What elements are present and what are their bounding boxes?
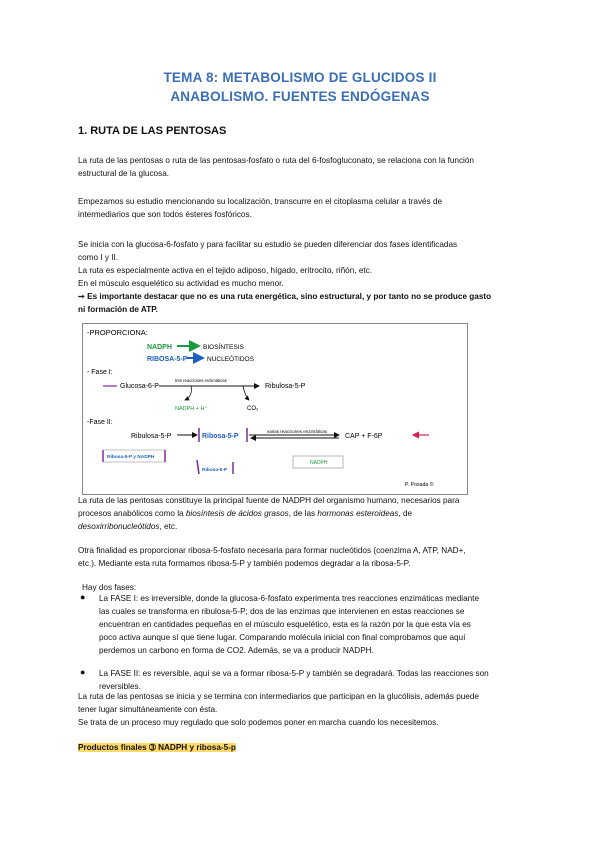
b2-line: La FASE II: es reversible, aquí se va a formar ribosa-5-P y también se degradará. Todas las reacciones son: [99, 669, 489, 678]
phases-intro: Hay dos fases:: [82, 583, 137, 592]
p3-line-bold: ➞ Es importante destacar que no es una ruta energética, sino estructural, y por tanto no se produce gasto: [78, 292, 492, 301]
paragraph-6: [78, 690, 530, 729]
p3-line: La ruta es especialmente activa en el tejido adiposo, hígado, eritrocito, riñón, etc.: [78, 266, 373, 275]
p4-line: La ruta de las pentosas constituye la principal fuente de NADPH del organismo humano, necesarios para: [78, 496, 460, 505]
paragraph-3: [78, 238, 530, 316]
p6-line: Se trata de un proceso muy regulado que solo podemos poner en marcha cuando los necesitemos.: [78, 718, 439, 727]
co2-branch-arrow: [243, 386, 249, 400]
p4-text: , de las: [288, 509, 318, 518]
author-label: P. Posada ©: [405, 482, 434, 488]
fase2-label: -Fase II:: [87, 419, 113, 426]
p3-line: como I y II.: [78, 253, 119, 262]
diagram-svg: [83, 324, 467, 494]
box2-label: Ribosa-5-P: [202, 468, 228, 473]
p2-line: intermediarios que son todos ésteres fosfóricos.: [78, 210, 252, 219]
nadph-branch-arrow: [185, 386, 191, 400]
paragraph-5: [78, 544, 530, 570]
p1-line: estructural de la glucosa.: [78, 169, 170, 178]
cap-f6p-label: CAP + F-6P: [345, 433, 383, 440]
b1-line: perdemos un carbono en forma de CO2. Además, se va a producir NADPH.: [99, 646, 374, 655]
doc-title-line2: ANABOLISMO. FUENTES ENDÓGENAS: [170, 89, 430, 104]
p5-line: Otra finalidad es proporcionar ribosa-5-fosfato necesaria para formar nucleótidos (coenzima A, ATP, NAD+,: [78, 546, 466, 555]
b1-line: poco activa aunque sí que tiene lugar. Comparando molécula inicial con final comprobamos que aquí: [99, 633, 466, 642]
paragraph-4: [78, 494, 530, 533]
b1-line: las cuales se transforma en ribulosa-5-P; dos de las enzimas que intervienen en estas reacciones se: [99, 607, 465, 616]
pentose-pathway-diagram: [82, 323, 468, 495]
nadph-label: NADPH: [147, 344, 172, 351]
p6-line: tener lugar simultáneamente con ésta.: [78, 705, 218, 714]
bullet-dot: ●: [80, 667, 86, 677]
box2-left-bar: [197, 460, 199, 474]
p4-line: [78, 507, 530, 520]
p4-text: , de: [398, 509, 413, 518]
p4-text: , etc.: [159, 522, 178, 531]
biosintesis-label: BIOSÍNTESIS: [203, 344, 244, 351]
p3-line-bold: ni formación de ATP.: [78, 305, 158, 314]
p5-line: etc.). Mediante esta ruta formamos ribosa-5-P y también podemos degradar a la ribosa-5-P.: [78, 559, 411, 568]
paragraph-1: [78, 154, 530, 180]
p3-line: En el músculo esquelético su actividad es mucho menor.: [78, 279, 284, 288]
b2-line: reversibles.: [99, 682, 141, 691]
ribosa-label: RIBOSA-5-P: [147, 356, 188, 363]
nucleotidos-label: NUCLEÓTIDOS: [207, 356, 254, 363]
p4-italic: biosíntesis de ácidos grasos: [185, 509, 289, 518]
section-heading: 1. RUTA DE LAS PENTOSAS: [78, 125, 227, 137]
p3-line: Se inicia con la glucosa-6-fosfato y para facilitar su estudio se pueden diferenciar dos fases identificadas: [78, 240, 458, 249]
final-products-highlight: Productos finales ➂ NADPH y ribosa-5-p: [78, 743, 236, 752]
p6-line: La ruta de las pentosas se inicia y se termina con intermediarios que participan en la glucólisis, además puede: [78, 692, 479, 701]
ribulosa-label: Ribulosa-5-P: [265, 383, 306, 390]
varias-reacciones-label: varias reacciones enzimáticas: [267, 429, 328, 434]
doc-title-line1: TEMA 8: METABOLISMO DE GLUCIDOS II: [163, 70, 437, 85]
final-products: [78, 741, 530, 754]
tres-reacciones-label: tres reacciones enzimáticas: [175, 378, 227, 383]
p4-text: procesos anabólicos como la: [78, 509, 186, 518]
p2-line: Empezamos su estudio mencionando su localización, transcurre en el citoplasma celular a través de: [78, 197, 443, 206]
nadph-h-label: NADPH + H⁺: [175, 406, 208, 412]
bullet-dot: ●: [80, 592, 86, 602]
ribulosa2-label: Ribulosa-5-P: [131, 433, 172, 440]
p4-italic: desoxirribonucleótidos: [78, 522, 160, 531]
proporciona-label: -PROPORCIONA:: [87, 328, 148, 337]
bullet-fase1: [99, 592, 535, 657]
ribosa2-label: Ribosa-5-P: [202, 433, 239, 440]
glucosa-label: Glucosa-6-P: [120, 383, 159, 390]
b1-line: encuentran en cantidades pequeñas en el músculo esquelético, esta es la razón por la que esta vía es: [99, 620, 471, 629]
fase1-label: - Fase I:: [87, 369, 113, 376]
paragraph-2: [78, 195, 530, 221]
b1-line: La FASE I: es irreversible, donde la glucosa-6-fosfato experimenta tres reacciones enzimáticas mediante: [99, 594, 479, 603]
p1-line: La ruta de las pentosas o ruta de las pentosas-fosfato o ruta del 6-fosfogluconato, se relaciona con la función: [78, 156, 474, 165]
p4-italic: hormonas esteroideas: [317, 509, 399, 518]
co2-label: CO₂: [247, 406, 259, 412]
box1-label: Ribosa-5-P y NADPH: [107, 455, 155, 460]
p4-line: [78, 520, 530, 533]
box3-label: NADPH: [310, 460, 328, 466]
